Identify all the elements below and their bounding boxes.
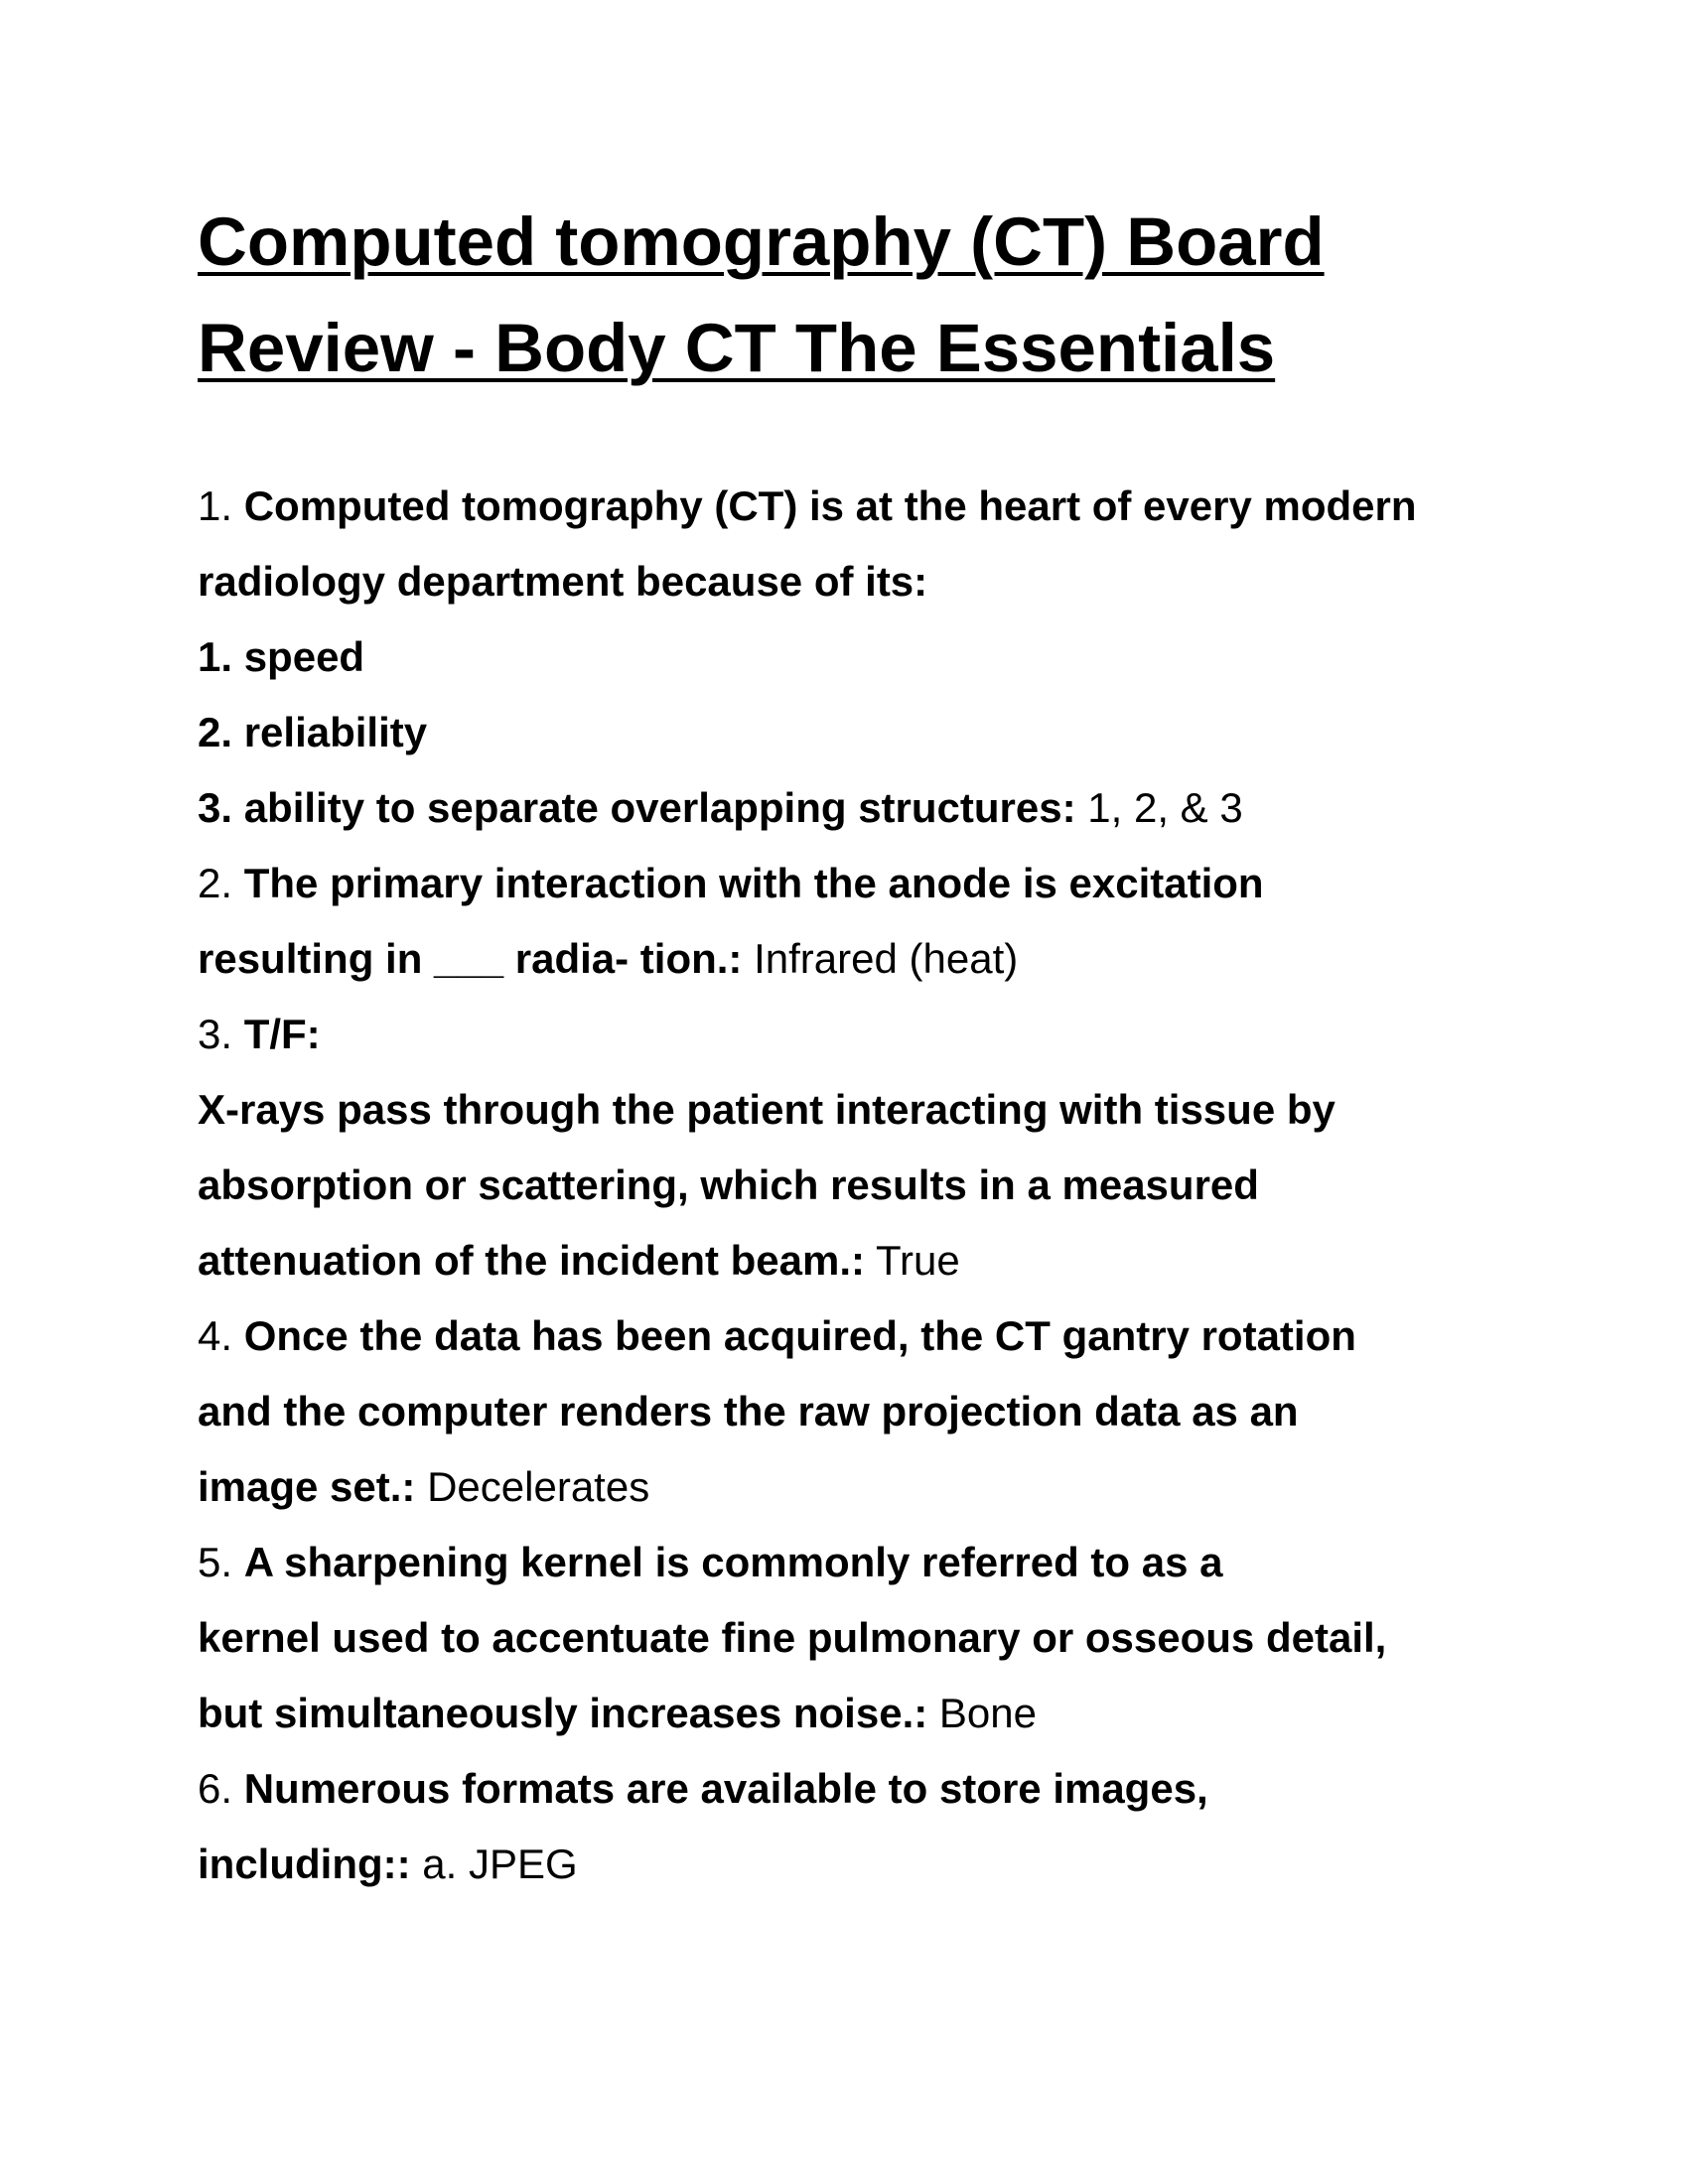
question-text: T/F: (243, 1011, 321, 1057)
question-5-line-1 (198, 1525, 1528, 1600)
question-5-line-2: kernel used to accentuate fine pulmonary or osseous detail, (198, 1614, 1387, 1661)
question-3-line-2: X-rays pass through the patient interacting with tissue by (198, 1086, 1336, 1133)
document-title (198, 189, 1528, 401)
question-text: Computed tomography (CT) is at the heart of every modern (243, 482, 1417, 529)
question-text: resulting in ___ radia- tion.: (198, 935, 743, 982)
question-text: including:: (198, 1841, 411, 1887)
answer-text: 1, 2, & 3 (1075, 784, 1243, 831)
question-3-line-4 (198, 1223, 1528, 1298)
document-page (198, 189, 1528, 1902)
question-number: 6. (198, 1765, 244, 1812)
answer-text: True (865, 1237, 960, 1284)
question-text: The primary interaction with the anode is excitation (243, 860, 1264, 906)
question-4-line-1 (198, 1298, 1528, 1374)
question-text: image set.: (198, 1463, 416, 1510)
question-5-line-3 (198, 1676, 1528, 1751)
question-6-line-2 (198, 1827, 1528, 1902)
question-3-line-1 (198, 997, 1528, 1072)
answer-text: Bone (927, 1690, 1037, 1736)
question-1-option-1: 1. speed (198, 633, 365, 680)
question-text: Once the data has been acquired, the CT gantry rotation (243, 1312, 1356, 1359)
question-1-option-3 (198, 770, 1528, 846)
question-1-option-2: 2. reliability (198, 709, 428, 755)
question-text: Numerous formats are available to store images, (243, 1765, 1208, 1812)
question-4-line-3 (198, 1449, 1528, 1525)
question-number: 3. (198, 1011, 244, 1057)
question-text: A sharpening kernel is commonly referred to as a (243, 1539, 1223, 1585)
answer-text: Decelerates (415, 1463, 650, 1510)
question-list (198, 469, 1528, 1902)
question-number: 5. (198, 1539, 244, 1585)
question-1-line-1 (198, 469, 1528, 544)
question-text: attenuation of the incident beam.: (198, 1237, 866, 1284)
answer-text: a. JPEG (410, 1841, 578, 1887)
title-line-2: Review - Body CT The Essentials (198, 310, 1276, 386)
question-1-line-2: radiology department because of its: (198, 558, 928, 605)
title-line-1: Computed tomography (CT) Board (198, 204, 1325, 280)
question-4-line-2: and the computer renders the raw projection data as an (198, 1388, 1299, 1434)
question-2-line-2 (198, 921, 1528, 997)
option-text: 3. ability to separate overlapping structures: (198, 784, 1076, 831)
question-number: 4. (198, 1312, 244, 1359)
question-2-line-1 (198, 846, 1528, 921)
question-number: 2. (198, 860, 244, 906)
answer-text: Infrared (heat) (742, 935, 1019, 982)
question-number: 1. (198, 482, 244, 529)
question-3-line-3: absorption or scattering, which results in a measured (198, 1161, 1259, 1208)
question-6-line-1 (198, 1751, 1528, 1827)
question-text: but simultaneously increases noise.: (198, 1690, 928, 1736)
